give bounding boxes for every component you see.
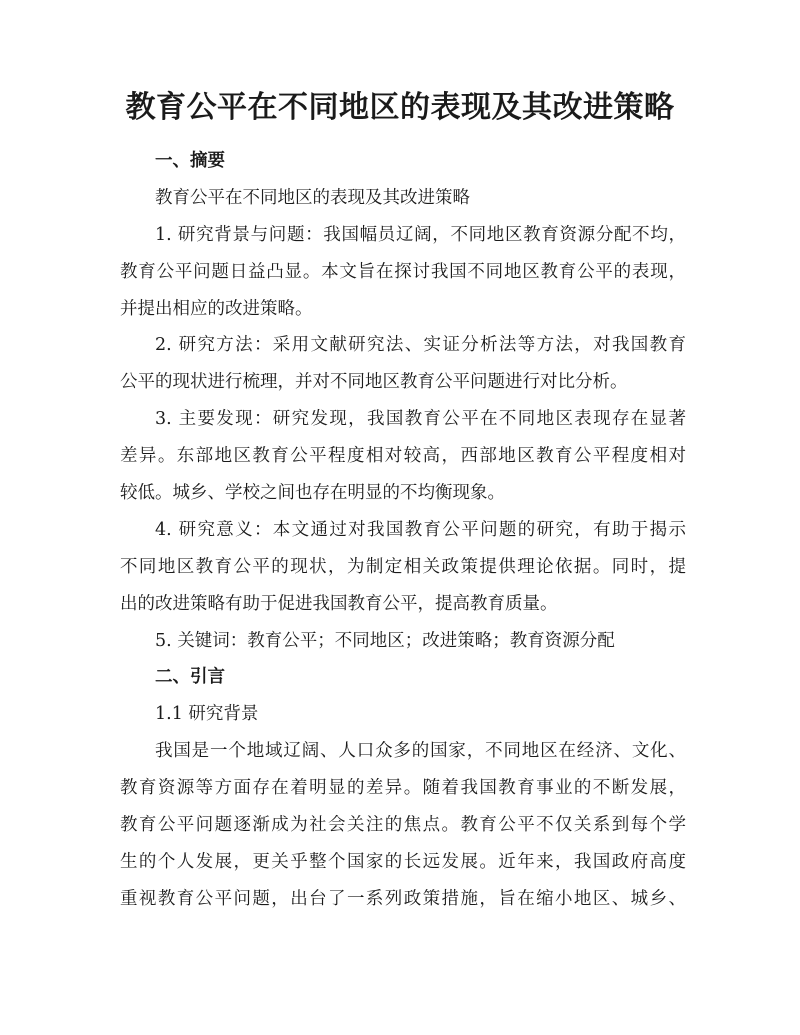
text-line: 3. 主要发现：研究发现，我国教育公平在不同地区表现存在显著 <box>155 409 686 430</box>
text-line: 一、摘要 <box>155 151 225 171</box>
text-line: 重视教育公平问题，出台了一系列政策措施，旨在缩小地区、城乡、 <box>120 888 686 909</box>
text-line: 出的改进策略有助于促进我国教育公平，提高教育质量。 <box>120 593 558 614</box>
text-line: 教育公平问题日益凸显。本文旨在探讨我国不同地区教育公平的表现， <box>120 261 686 282</box>
text-line: 不同地区教育公平的现状，为制定相关政策提供理论依据。同时，提 <box>120 556 686 577</box>
text-line: 1.1 研究背景 <box>155 704 259 725</box>
text-line: 公平的现状进行梳理，并对不同地区教育公平问题进行对比分析。 <box>120 372 628 393</box>
text-line: 差异。东部地区教育公平程度相对较高，西部地区教育公平程度相对 <box>120 446 686 467</box>
text-line: 我国是一个地域辽阔、人口众多的国家，不同地区在经济、文化、 <box>155 741 686 762</box>
text-line: 生的个人发展，更关乎整个国家的长远发展。近年来，我国政府高度 <box>120 851 686 872</box>
text-line: 4. 研究意义：本文通过对我国教育公平问题的研究，有助于揭示 <box>155 519 686 540</box>
text-line: 并提出相应的改进策略。 <box>120 298 313 319</box>
text-line: 教育资源等方面存在着明显的差异。随着我国教育事业的不断发展， <box>120 778 686 799</box>
document-title: 教育公平在不同地区的表现及其改进策略 <box>125 90 675 125</box>
text-line: 2. 研究方法：采用文献研究法、实证分析法等方法，对我国教育 <box>155 335 686 356</box>
text-line: 二、引言 <box>155 667 225 688</box>
text-line: 较低。城乡、学校之间也存在明显的不均衡现象。 <box>120 483 505 504</box>
text-line: 教育公平在不同地区的表现及其改进策略 <box>155 187 470 208</box>
document-body <box>120 143 686 918</box>
text-line: 1. 研究背景与问题：我国幅员辽阔，不同地区教育资源分配不均， <box>155 224 686 245</box>
text-line: 教育公平问题逐渐成为社会关注的焦点。教育公平不仅关系到每个学 <box>120 815 686 836</box>
text-line: 5. 关键词：教育公平；不同地区；改进策略；教育资源分配 <box>155 630 615 651</box>
